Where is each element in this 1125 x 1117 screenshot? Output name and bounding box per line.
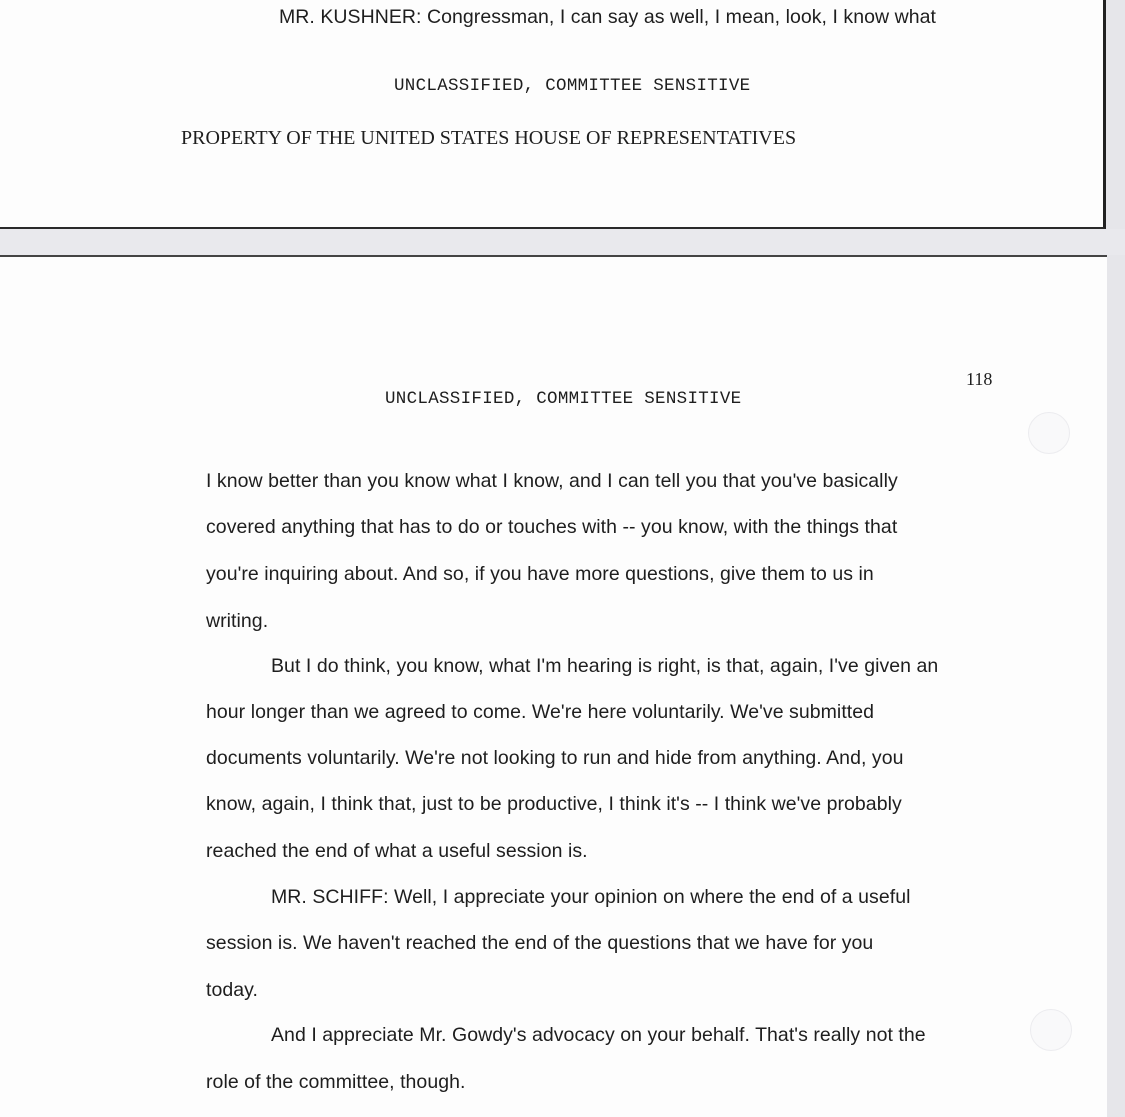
- transcript-line: documents voluntarily. We're not looking to run and hide from anything. And, you: [206, 747, 904, 769]
- transcript-line: session is. We haven't reached the end of the questions that we have for you: [206, 932, 874, 954]
- transcript-line: writing.: [206, 610, 269, 632]
- transcript-line: role of the committee, though.: [206, 1071, 466, 1093]
- transcript-page-top: [0, 0, 1106, 229]
- page-number: 118: [966, 369, 993, 389]
- transcript-line: But I do think, you know, what I'm hearing is right, is that, again, I've given an: [271, 655, 939, 677]
- transcript-line: know, again, I think that, just to be productive, I think it's -- I think we've probably: [206, 793, 902, 815]
- classification-header: UNCLASSIFIED, COMMITTEE SENSITIVE: [385, 389, 742, 409]
- kushner-speaker-line: MR. KUSHNER: Congressman, I can say as well, I mean, look, I know what: [279, 6, 936, 28]
- faint-circle-mark: [1028, 412, 1070, 454]
- transcript-line: I know better than you know what I know, and I can tell you that you've basically: [206, 470, 898, 492]
- transcript-line: today.: [206, 979, 258, 1001]
- transcript-line: hour longer than we agreed to come. We're here voluntarily. We've submitted: [206, 701, 875, 723]
- property-notice: PROPERTY OF THE UNITED STATES HOUSE OF REPRESENTATIVES: [181, 127, 797, 149]
- page-separator: [0, 229, 1125, 255]
- faint-circle-mark: [1030, 1009, 1072, 1051]
- transcript-line: MR. SCHIFF: Well, I appreciate your opinion on where the end of a useful: [271, 886, 911, 908]
- classification-footer: UNCLASSIFIED, COMMITTEE SENSITIVE: [394, 76, 751, 96]
- transcript-page-bottom: [0, 255, 1107, 1117]
- transcript-line: covered anything that has to do or touches with -- you know, with the things that: [206, 516, 898, 538]
- transcript-line: you're inquiring about. And so, if you have more questions, give them to us in: [206, 563, 874, 585]
- transcript-line: reached the end of what a useful session is.: [206, 840, 588, 862]
- transcript-line: And I appreciate Mr. Gowdy's advocacy on your behalf. That's really not the: [271, 1024, 926, 1046]
